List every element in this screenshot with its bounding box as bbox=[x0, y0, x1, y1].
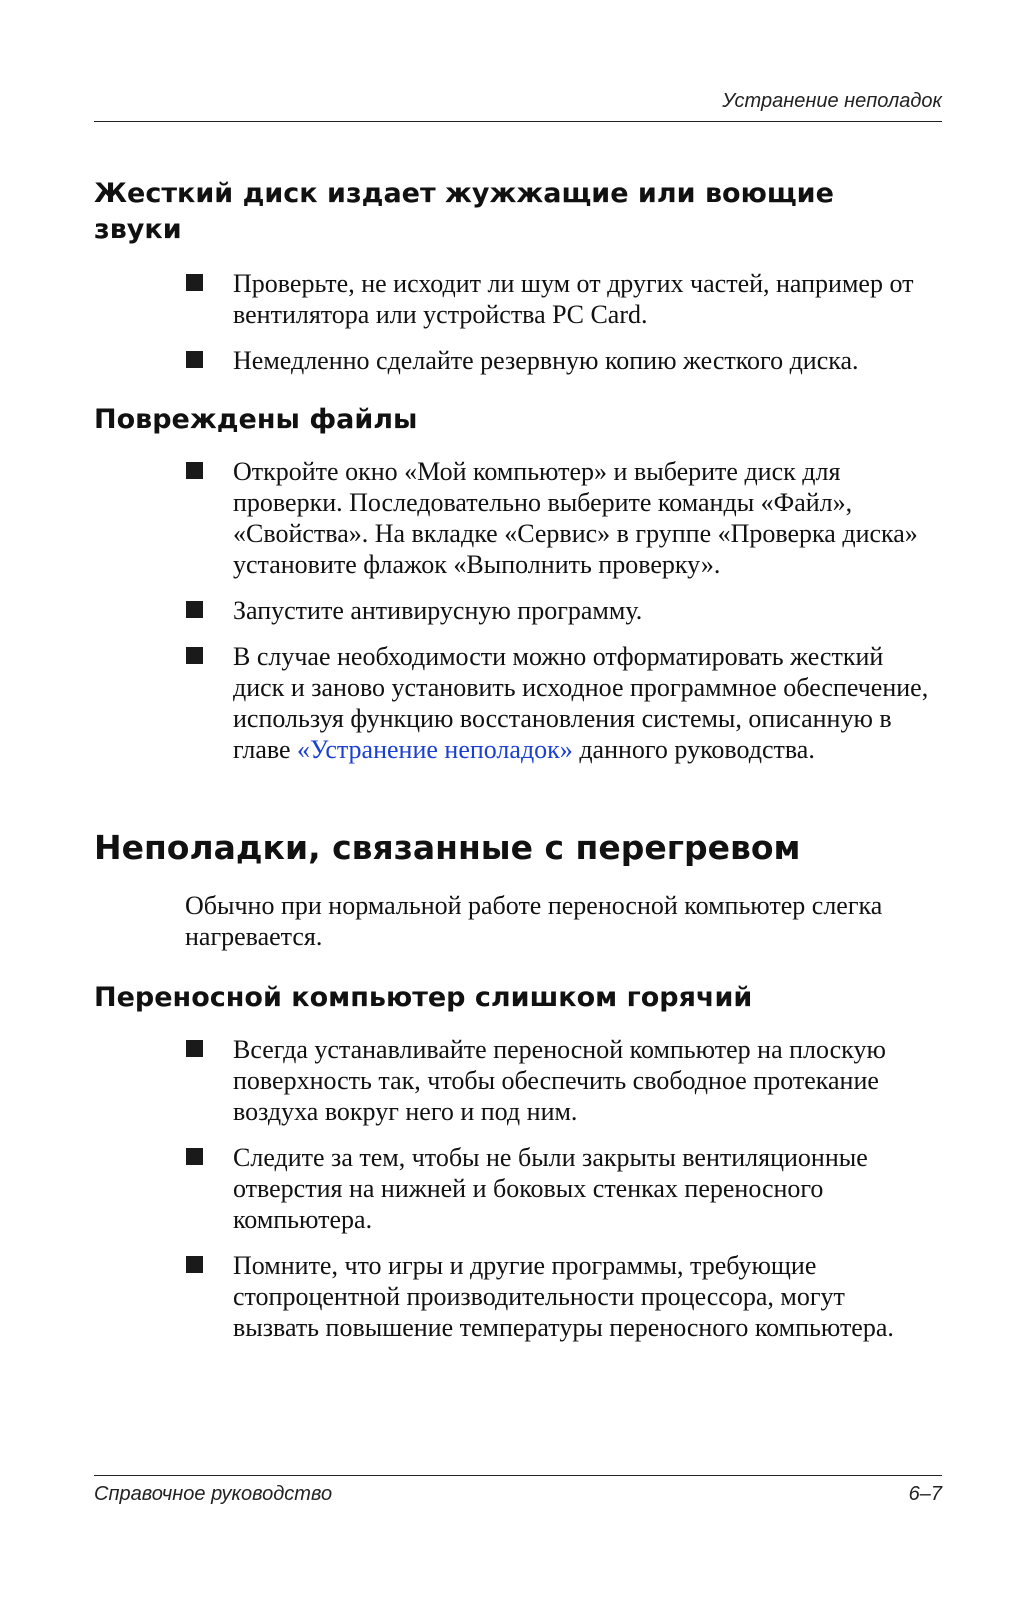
list-corrupted-files bbox=[185, 456, 935, 765]
list-item bbox=[185, 1250, 935, 1343]
heading-overheat: Неполадки, связанные с перегревом bbox=[94, 828, 801, 867]
bullet-square-icon bbox=[186, 1148, 203, 1165]
list-too-hot bbox=[185, 1034, 935, 1343]
list-item-text: Следите за тем, чтобы не были закрыты вентиляционные отверстия на нижней и боковых стенках переносного компьютера. bbox=[233, 1143, 868, 1234]
list-item-text: Немедленно сделайте резервную копию жесткого диска. bbox=[233, 346, 859, 375]
list-item bbox=[185, 641, 935, 765]
bullet-square-icon bbox=[186, 601, 203, 618]
bullet-square-icon bbox=[186, 1256, 203, 1273]
heading-hdd-noise: Жесткий диск издает жужжащие или воющие звуки bbox=[94, 178, 834, 245]
list-item-text: Помните, что игры и другие программы, требующие стопроцентной производительности процессора, могут вызвать повышение температуры переносного компьютера. bbox=[233, 1251, 894, 1342]
bullet-square-icon bbox=[186, 1040, 203, 1057]
heading-too-hot: Переносной компьютер слишком горячий bbox=[94, 982, 753, 1013]
bullet-square-icon bbox=[186, 274, 203, 291]
list-item bbox=[185, 1034, 935, 1127]
list-hdd-noise bbox=[185, 268, 935, 376]
list-item bbox=[185, 345, 935, 376]
list-item-text-end: данного руководства. bbox=[572, 735, 815, 764]
list-item-text: Откройте окно «Мой компьютер» и выберите диск для проверки. Последовательно выберите команды «Файл», «Свойства». На вкладке «Сервис» в группе «Проверка диска» установите флажок «Выполнить проверку». bbox=[233, 457, 918, 579]
list-item bbox=[185, 1142, 935, 1235]
list-item bbox=[185, 456, 935, 580]
list-item-text: Всегда устанавливайте переносной компьютер на плоскую поверхность так, чтобы обеспечить свободное протекание воздуха вокруг него и под ним. bbox=[233, 1035, 886, 1126]
overheat-intro bbox=[185, 890, 935, 952]
list-item-text: Запустите антивирусную программу. bbox=[233, 596, 643, 625]
footer-rule bbox=[94, 1475, 942, 1476]
bullet-square-icon bbox=[186, 351, 203, 368]
heading-corrupted-files: Повреждены файлы bbox=[94, 404, 418, 435]
running-header: Устранение неполадок bbox=[722, 90, 942, 112]
chapter-link[interactable]: «Устранение неполадок» bbox=[297, 735, 573, 764]
bullet-square-icon bbox=[186, 647, 203, 664]
page-number: 6–7 bbox=[908, 1483, 942, 1505]
header-rule bbox=[94, 121, 942, 122]
footer-title: Справочное руководство bbox=[94, 1483, 333, 1505]
intro-paragraph: Обычно при нормальной работе переносной компьютер слегка нагревается. bbox=[185, 891, 883, 951]
list-item bbox=[185, 595, 935, 626]
list-item bbox=[185, 268, 935, 330]
list-item-text: В случае необходимости можно отформатировать жесткий диск и заново установить исходное программное обеспечение, используя функцию восстановления системы, описанную в главе bbox=[233, 642, 929, 764]
bullet-square-icon bbox=[186, 462, 203, 479]
list-item-text: Проверьте, не исходит ли шум от других частей, например от вентилятора или устройства PC Card. bbox=[233, 269, 914, 329]
